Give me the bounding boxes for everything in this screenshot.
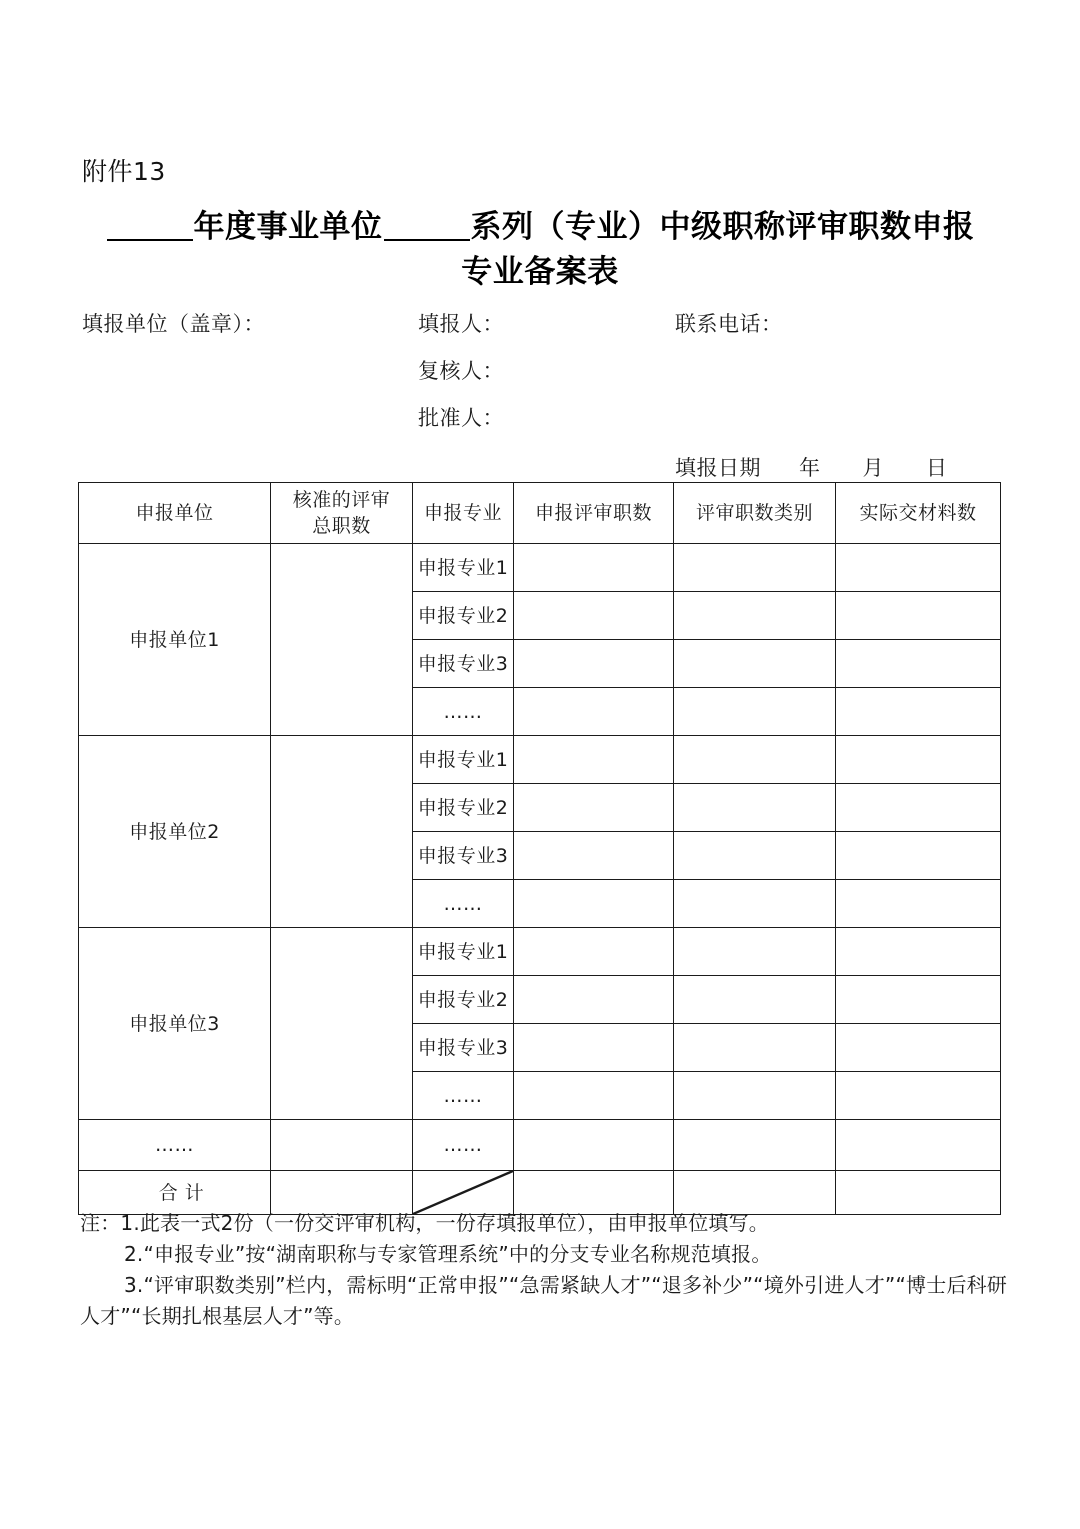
cell-declared-major-ellipsis: …… <box>413 880 514 928</box>
cell-materials-count[interactable] <box>836 736 1001 784</box>
cell-quota-category[interactable] <box>674 832 836 880</box>
cell-declared-major: 申报专业2 <box>413 784 514 832</box>
cell-total-label: 合 计 <box>79 1171 271 1215</box>
cell-declared-major-ellipsis: …… <box>413 1072 514 1120</box>
cell-materials-count[interactable] <box>836 1120 1001 1171</box>
cell-declared-count[interactable] <box>514 1120 674 1171</box>
cell-declared-count[interactable] <box>514 736 674 784</box>
cell-quota-category[interactable] <box>674 784 836 832</box>
cell-materials-count[interactable] <box>836 688 1001 736</box>
table-row <box>79 928 1001 976</box>
title-blank-year <box>107 239 193 241</box>
contact-phone-label: 联系电话： <box>675 312 783 336</box>
filler-label: 填报人： <box>418 312 504 336</box>
cell-quota-category[interactable] <box>674 1024 836 1072</box>
note-item-1: 注：1.此表一式2份（一份交评审机构，一份存填报单位），由申报单位填写。 <box>80 1211 770 1235</box>
cell-quota-category[interactable] <box>674 688 836 736</box>
title-part-2: 系列（专业）中级职称评审职数申报 <box>470 209 975 245</box>
table-header-row <box>79 483 1001 544</box>
cell-declared-major: 申报专业2 <box>413 592 514 640</box>
table-row <box>79 736 1001 784</box>
cell-materials-count[interactable] <box>836 880 1001 928</box>
cell-quota-category[interactable] <box>674 1072 836 1120</box>
cell-declared-count[interactable] <box>514 1024 674 1072</box>
page-title <box>95 205 985 295</box>
header-applicant-unit: 申报单位 <box>79 483 271 544</box>
cell-quota-category[interactable] <box>674 736 836 784</box>
note-item-2: 2.“申报专业”按“湖南职称与专家管理系统”中的分支专业名称规范填报。 <box>124 1242 772 1266</box>
header-approved-total-line2: 总职数 <box>312 515 371 537</box>
title-line-2: 专业备案表 <box>461 254 619 290</box>
cell-materials-count[interactable] <box>836 832 1001 880</box>
cell-declared-count[interactable] <box>514 640 674 688</box>
table-row-ellipsis <box>79 1120 1001 1171</box>
date-month-unit: 月 <box>862 456 884 480</box>
cell-materials-count[interactable] <box>836 544 1001 592</box>
cell-materials-count[interactable] <box>836 976 1001 1024</box>
cell-declared-count[interactable] <box>514 976 674 1024</box>
table-row <box>79 544 1001 592</box>
cell-declared-major: 申报专业1 <box>413 928 514 976</box>
note-item-3: 3.“评审职数类别”栏内，需标明“正常申报”“急需紧缺人才”“退多补少”“境外引进人才”“博士后科研人才”“长期扎根基层人才”等。 <box>80 1273 1008 1328</box>
cell-quota-category[interactable] <box>674 592 836 640</box>
reviewer-label: 复核人： <box>418 359 504 383</box>
reporting-unit-label: 填报单位（盖章）： <box>82 312 265 336</box>
cell-declared-major-ellipsis: …… <box>413 1120 514 1171</box>
cell-applicant-unit: 申报单位3 <box>79 928 271 1120</box>
report-date-label: 填报日期 <box>675 456 761 480</box>
cell-declared-major: 申报专业3 <box>413 1024 514 1072</box>
cell-declared-count[interactable] <box>514 1072 674 1120</box>
cell-quota-category[interactable] <box>674 928 836 976</box>
date-year-unit: 年 <box>799 456 821 480</box>
cell-materials-count[interactable] <box>836 592 1001 640</box>
title-blank-series <box>384 239 470 241</box>
cell-declared-count[interactable] <box>514 832 674 880</box>
cell-declared-count[interactable] <box>514 592 674 640</box>
header-approved-total-line1: 核准的评审 <box>292 489 391 511</box>
cell-quota-category[interactable] <box>674 640 836 688</box>
cell-materials-count[interactable] <box>836 1072 1001 1120</box>
cell-quota-category[interactable] <box>674 976 836 1024</box>
title-part-1: 年度事业单位 <box>193 209 383 245</box>
cell-quota-category[interactable] <box>674 1120 836 1171</box>
date-day-unit: 日 <box>926 456 948 480</box>
cell-declared-major: 申报专业2 <box>413 976 514 1024</box>
attachment-label: 附件13 <box>82 157 166 186</box>
declaration-table <box>78 482 1001 1215</box>
cell-declared-major: 申报专业3 <box>413 832 514 880</box>
cell-applicant-unit: 申报单位2 <box>79 736 271 928</box>
cell-declared-major: 申报专业1 <box>413 736 514 784</box>
cell-declared-count[interactable] <box>514 784 674 832</box>
cell-approved-total[interactable] <box>271 928 413 1120</box>
cell-declared-count[interactable] <box>514 544 674 592</box>
cell-quota-category[interactable] <box>674 544 836 592</box>
cell-quota-category[interactable] <box>674 880 836 928</box>
cell-declared-count[interactable] <box>514 928 674 976</box>
header-declared-count: 申报评审职数 <box>514 483 674 544</box>
cell-declared-count[interactable] <box>514 688 674 736</box>
cell-approved-total[interactable] <box>271 736 413 928</box>
cell-approved-total[interactable] <box>271 1120 413 1171</box>
cell-materials-count[interactable] <box>836 928 1001 976</box>
cell-declared-major: 申报专业1 <box>413 544 514 592</box>
cell-materials-count[interactable] <box>836 640 1001 688</box>
header-approved-total <box>271 483 413 544</box>
cell-materials-count[interactable] <box>836 1024 1001 1072</box>
header-declared-major: 申报专业 <box>413 483 514 544</box>
cell-applicant-unit: 申报单位1 <box>79 544 271 736</box>
declaration-table-wrapper <box>78 482 1000 1215</box>
cell-applicant-unit-ellipsis: …… <box>79 1120 271 1171</box>
cell-declared-major: 申报专业3 <box>413 640 514 688</box>
header-materials-count: 实际交材料数 <box>836 483 1001 544</box>
cell-approved-total[interactable] <box>271 544 413 736</box>
cell-materials-count[interactable] <box>836 784 1001 832</box>
cell-declared-count[interactable] <box>514 880 674 928</box>
cell-declared-major-ellipsis: …… <box>413 688 514 736</box>
notes-section <box>80 1208 1010 1332</box>
header-quota-category: 评审职数类别 <box>674 483 836 544</box>
report-date-line <box>675 452 948 482</box>
approver-label: 批准人： <box>418 406 504 430</box>
